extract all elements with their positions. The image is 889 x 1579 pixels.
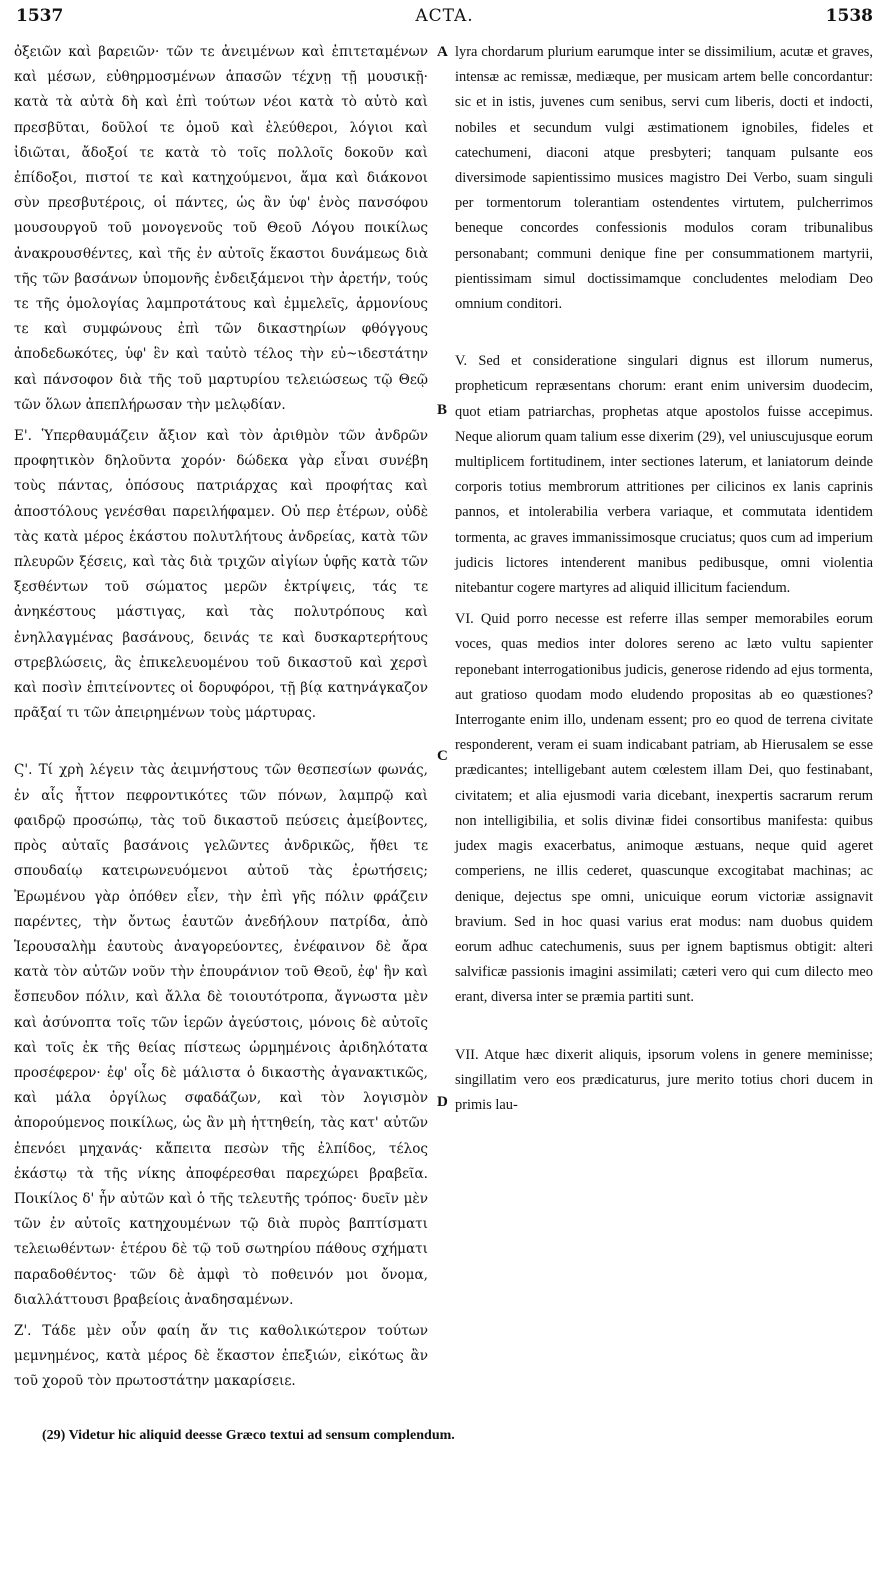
greek-paragraph: Ε'. Ὑπερθαυμάζειν ἄξιον καὶ τὸν ἀριθμὸν τῶν ἀνδρῶν προφητικὸν δηλοῦντα χορόν· δώδεκα γὰρ εἶναι συνέβη τοὺς πάντας, ὁπόσους πατριάρχας καὶ προφήτας καὶ ἀποστόλους γενέσθαι παρειλήφαμεν. Οὐ περ ἑτέρων, οὐδὲ τὰς κατὰ μέρος ἑκάστου πολυτλήτους ἀνδρείας, κατὰ τῶν πλευρῶν ξέσεις, καὶ τὰς διὰ τριχῶν αἰγίων ὑφῆς κατὰ τῶν ξεσθέντων τοῦ σώματος μερῶν ἐκτρίψεις, τάς τε ἀνηκέστους μάστιγας, καὶ τὰς πολυτρόπους καὶ ἐνηλλαγμένας βασάνους, δεινάς τε καὶ δυσκαρτερήτους στρεβλώσεις, ἃς ἐπικελευομένου τοῦ δικαστοῦ καὶ χερσὶ καὶ ποσὶν ἐπιτείνοντες οἱ δορυφόροι, τῇ βίᾳ κατηνάγκαζον πρᾶξαί τι τῶν ἀπειρημένων τοὺς μάρτυρας.	[14, 428, 428, 722]
latin-paragraph: lyra chordarum plurium earumque inter se dissimilium, acutæ et graves, intensæ ac remissæ, mediæque, per musicam artem belle concordantur: sic et in istis, juvenes cum senibus, servi cum liberis, docti et indocti, nobiles et secundum vulgi æstimationem ignobiles, fideles et catechumeni, diaconi atque presbyteri; tanquam pulsante eos diversimode sapientissimo musices magistro Dei Verbo, suam singuli per tormentorum tolerantiam ostendentes virtutem, pulcherrimos beneque concordes confessionis modulos coram tribunalibus personabant; communi denique fine per consummationem martyrii, pientissimam simul doctissimamque concludentes melodiam Deo omnium conditori.	[455, 44, 873, 313]
greek-column	[14, 40, 428, 1395]
latin-paragraph: VII. Atque hæc dixerit aliquis, ipsorum volens in genere meminisse; singillatim vero eos prædicaturus, jure merito totius chori ducem in primis lau-	[455, 1046, 873, 1113]
running-title: ACTA.	[415, 6, 474, 26]
right-page-number: 1538	[825, 6, 873, 26]
greek-paragraph: Ϛ'. Τί χρὴ λέγειν τὰς ἀειμνήστους τῶν θεσπεσίων φωνάς, ἐν αἷς ἧττον πεφροντικότες τῶν πόνων, λαμπρῷ καὶ φαιδρῷ προσώπῳ, τὰς τοῦ δικαστοῦ πεύσεις ἀμείβοντες, πρὸς αὐταῖς βασάνοις γελῶντες ἀνδρικῶς, ἤθει τε σπουδαίῳ κατειρωνευόμενοι αὐτοῦ τὰς ἐρωτήσεις; Ἐρωμένου γὰρ ὁπόθεν εἶεν, τὴν ἐπὶ γῆς πόλιν φράζειν παρέντες, τὴν ὄντως ἑαυτῶν ἀνεδήλουν πατρίδα, ἀπὸ Ἱερουσαλὴμ ἑαυτοὺς ἀναγορεύοντες, ἐνέφαινον δὲ ἄρα κατὰ τὸν αὐτῶν νοῦν τὴν ἐπουράνιον τοῦ Θεοῦ, ἐφ' ἣν καὶ ἔσπευδον πόλιν, καὶ ἄλλα δὲ τοιουτότροπα, ἄγνωστα μὲν καὶ ἀσύνοπτα τοῖς τῶν ἱερῶν ἀγεύστοις, μόνοις δὲ αὐτοῖς καὶ τοῖς ἐκ τῆς θείας πίστεως ὡρμημένοις ἀριδηλότατα προσέφερον· ἐφ' οἷς δὲ μάλιστα ὁ δικαστὴς ἀγανακτικῶς, καὶ μάλα ὀργίλως σφαδάζων, καὶ τὸν λογισμὸν ἀπορούμενος ποικίλως, ὡς ἂν μὴ ἡττηθείη, τὰς κατ' αὐτῶν ἐπενόει μηχανάς· κἄπειτα πεσὼν τῆς ἐλπίδος, τέλος ἑκάστῳ τὰ τῆς νίκης ἀποφέρεσθαι παρεχώρει βραβεῖα. Ποικίλος δ' ἦν αὐτῶν καὶ ὁ τῆς τελευτῆς τρόπος· δυεῖν μὲν τῶν ἐν αὐτοῖς κατηχουμένων τῷ διὰ πυρὸς βαπτίσματι τελειωθέντων· ἑτέρου δὲ τῷ τοῦ σωτηρίου πάθους σχήματι παραδοθέντος· τῶν δὲ ἀμφὶ τὸ ποθεινόν μοι ὄνομα, διαλλάττουσι βραβείοις ἀναδησαμένων.	[14, 762, 428, 1308]
margin-marker-d: D	[437, 1094, 448, 1110]
latin-column	[455, 40, 873, 1118]
left-page-number: 1537	[16, 6, 64, 26]
greek-paragraph: ὀξειῶν καὶ βαρειῶν· τῶν τε ἀνειμένων καὶ ἐπιτεταμένων καὶ μέσων, εὐθηρμοσμένων ἁπασῶν τέχνῃ τῇ μουσικῇ· κατὰ τὰ αὐτὰ δὴ καὶ ἐπὶ τούτων νέοι κατὰ τὸ αὐτὸ καὶ πρεσβῦται, δοῦλοί τε ὁμοῦ καὶ ἐλεύθεροι, λόγιοι καὶ ἰδιῶται, ἄδοξοί τε κατὰ τὸ τοῖς πολλοῖς δοκοῦν καὶ ἐπίδοξοι, πιστοί τε καὶ κατηχούμενοι, ἅμα καὶ διάκονοι σὺν πρεσβυτέροις, οἱ πάντες, ὡς ἂν ὑφ' ἑνὸς πανσόφου μουσουργοῦ τοῦ μονογενοῦς τοῦ Θεοῦ Λόγου ποικίλως ἀνακρουσθέντες, καὶ τῆς ἐν αὐτοῖς ἕκαστοι δυνάμεως διὰ τῆς τῶν βασάνων ὑπομονῆς ἐνδειξάμενοι τὴν ἀρετήν, τούς τε τῆς ὁμολογίας λαμπροτάτους καὶ ἐμμελεῖς, ἁρμονίους τε καὶ συμφώνους ἐπὶ τῶν δικαστηρίων φθόγγους ἀποδεδωκότες, ὑφ' ἓν καὶ ταὐτὸ τέλος τὴν εὐ~ιδεστάτην καὶ πάνσοφον διὰ τῆς τοῦ μαρτυρίου τελειώσεως τῷ Θεῷ τῶν ὅλων ἀπεπλήρωσαν τὴν μελῳδίαν.	[14, 44, 428, 413]
latin-paragraph: V. Sed et consideratione singulari dignus est illorum numerus, propheticum repræsentans chorum: erant enim universim duodecim, quot etiam patriarchas, prophetas atque apostolos fuisse accepimus. Neque aliorum quam talium esse dixerim (29), vel uniuscujusque eorum multiplicem fortitudinem, inter sectiones laterum, et laniatorum deinde corporis totius membrorum attritiones per cilicinos ex lanis caprinis pannos, et intolerabilia verbera variaque, et commutata identidem tormenta, ac graves immanissimosque cruciatus; quos cum ad imperium judicis lictores intenderent manibus pedibusque, omni violentia nitebantur cogere martyres ad aliquid illicitum faciendum.	[455, 353, 873, 597]
greek-paragraph: Ζ'. Τάδε μὲν οὖν φαίη ἄν τις καθολικώτερον τούτων μεμνημένος, κατὰ μέρος δὲ ἕκαστον ἐπεξιών, εἰκότως ἂν τοῦ χοροῦ τὸν πρωτοστάτην μακαρίσειε.	[14, 1322, 428, 1390]
margin-marker-b: B	[437, 402, 448, 418]
margin-marker-a: A	[437, 44, 448, 60]
margin-marker-c: C	[437, 748, 448, 764]
page-header	[16, 6, 873, 32]
latin-paragraph: VI. Quid porro necesse est referre illas semper memorabiles eorum voces, quas medios inter dolores sereno ac læto vultu sapienter reponebant interrogationibus judicis, generose ridendo ad ejus tormenta, aut gratioso quodam modo eludendo propositas ab eo quæstiones? Interrogante enim illo, undenam essent; pro eo quod de terrena civitate responderent, veram ei suam indicabant patriam, ab Hierusalem se esse prædicantes; intelligebant autem cœlestem illam Dei, quo festinabant, civitatem; et alia ejusmodi varia dicebant, inexpertis sacrarum rerum non intelligibilia, et solis divinæ fidei consortibus manifesta: quibus judex magis exacerbatus, animoque æstuans, neque quid ageret comperiens, ne illis cederet, quascunque excogitabat machinas; ac denique, dejectus spe omni, unicuique eorum victoriæ assignavit bravium. Sed in hoc quasi varius erat modus: nam duobus quidem eorum adhuc catechumenis, suus per ignem baptismus obtigit: alteri salvificæ passionis imagini assimilati; cæteri vero qui cum dilecto meo erant, diversa inter se præmia partiti sunt.	[455, 611, 873, 1006]
footnote: (29) Videtur hic aliquid deesse Græco textui ad sensum complendum.	[42, 1428, 455, 1443]
